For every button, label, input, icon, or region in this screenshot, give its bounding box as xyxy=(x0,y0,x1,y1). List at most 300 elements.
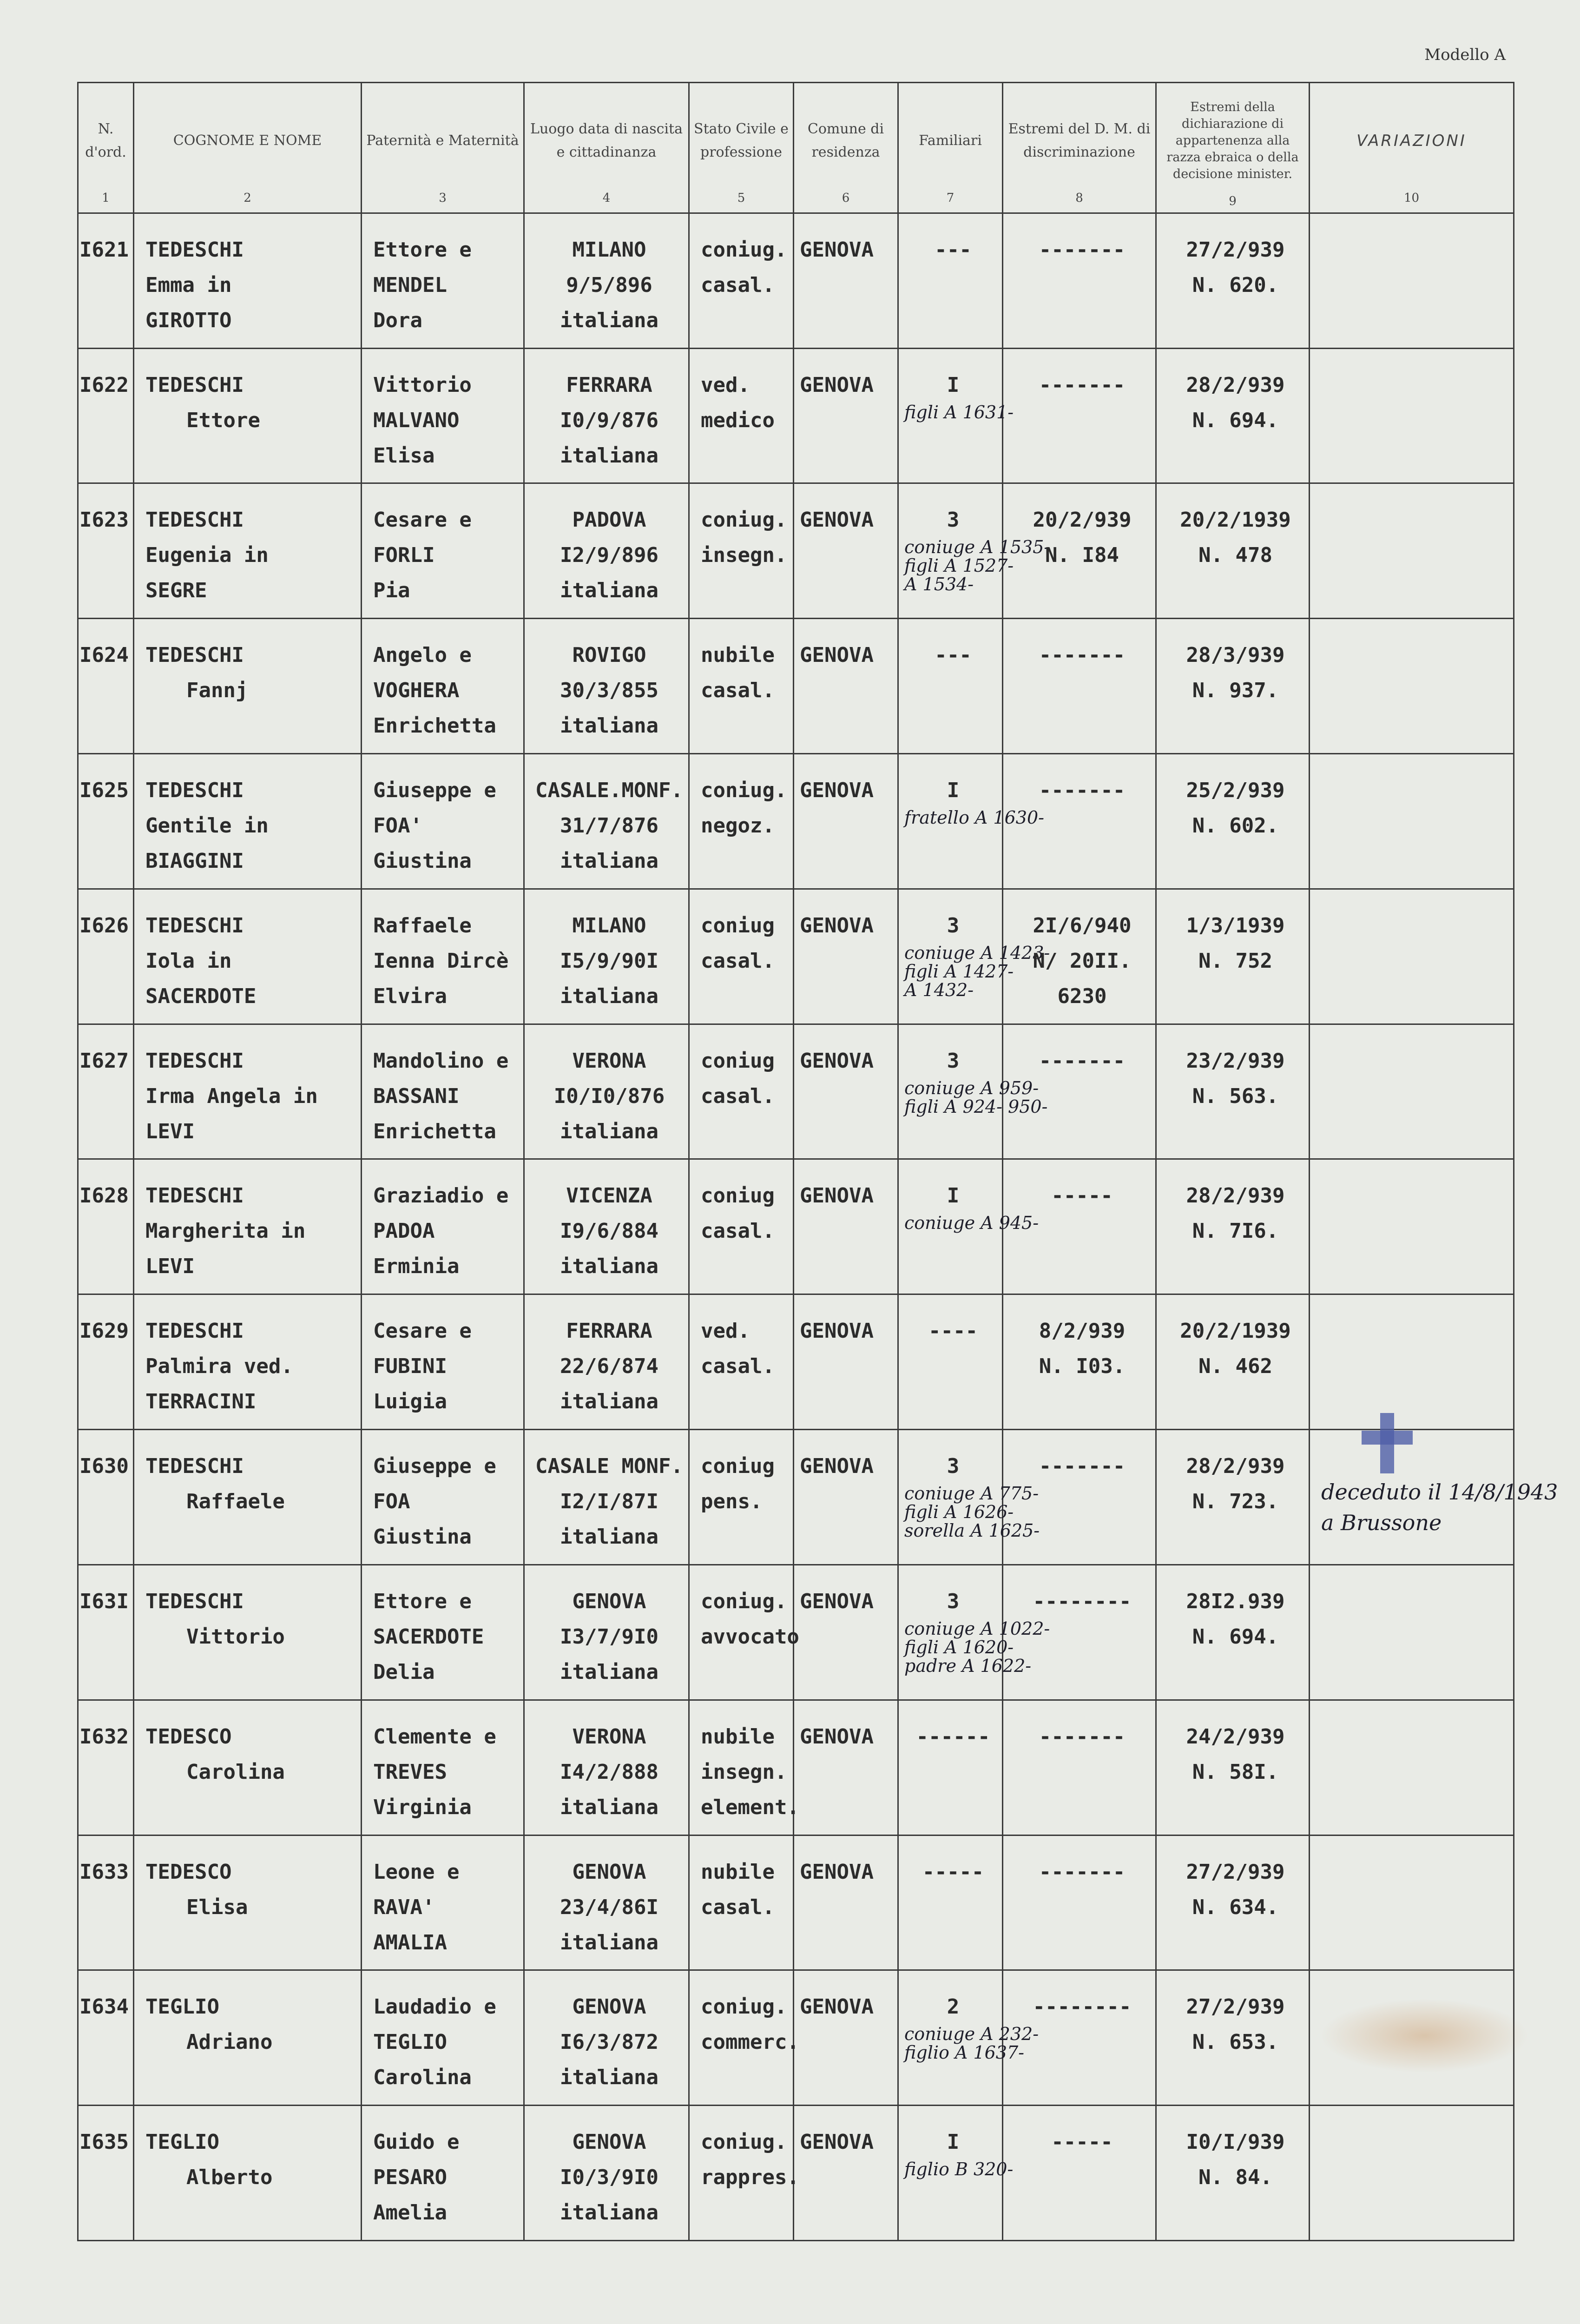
name-cell xyxy=(134,889,362,1024)
parents-cell xyxy=(362,1835,524,1970)
residence: GENOVA xyxy=(800,508,874,532)
name-line: LEVI xyxy=(145,1254,195,1279)
discrimination-line: ------- xyxy=(1039,1049,1126,1073)
parents-line: Pia xyxy=(373,579,410,603)
residence: GENOVA xyxy=(800,1724,874,1749)
order-number-cell xyxy=(78,1565,134,1700)
table-row xyxy=(78,1700,1514,1835)
name-line: Margherita in xyxy=(145,1219,306,1243)
birth-cell xyxy=(524,889,689,1024)
birth-cell xyxy=(524,1835,689,1970)
declaration-cell xyxy=(1156,1565,1310,1700)
name-cell xyxy=(134,1430,362,1565)
civil-status-line: insegn. xyxy=(701,1760,787,1784)
parents-line: Amelia xyxy=(373,2201,447,2225)
order-number-cell xyxy=(78,1294,134,1430)
declaration-cell xyxy=(1156,1430,1310,1565)
order-number-cell xyxy=(78,1700,134,1835)
name-line: Elisa xyxy=(186,1895,248,1919)
birth-cell xyxy=(524,619,689,754)
residence-cell xyxy=(794,1430,898,1565)
birth-line: VICENZA xyxy=(566,1184,652,1208)
residence-cell xyxy=(794,619,898,754)
order-number-cell xyxy=(78,754,134,889)
parents-cell xyxy=(362,483,524,619)
discrimination-line: N. I03. xyxy=(1039,1354,1126,1379)
parents-line: Luigia xyxy=(373,1390,447,1414)
parents-line: Vittorio xyxy=(373,373,472,397)
family-count: I xyxy=(947,779,960,803)
table-row xyxy=(78,1159,1514,1294)
name-line: LEVI xyxy=(145,1119,195,1143)
civil-status-line: rappres. xyxy=(701,2166,799,2190)
table-row xyxy=(78,1565,1514,1700)
order-number: I632 xyxy=(79,1724,129,1749)
residence: GENOVA xyxy=(800,2130,874,2154)
birth-line: italiana xyxy=(560,1660,658,1684)
name-line: TEDESCHI xyxy=(145,1049,244,1073)
parents-line: Ettore e xyxy=(373,1589,472,1613)
parents-line: Delia xyxy=(373,1660,435,1684)
discrimination-line: ------- xyxy=(1039,1724,1126,1749)
order-number: I622 xyxy=(79,373,129,397)
table-row xyxy=(78,213,1514,348)
residence-cell xyxy=(794,2106,898,2241)
civil-status-line: coniug. xyxy=(701,508,787,532)
parents-line: Giustina xyxy=(373,1525,472,1549)
declaration-line: N. 563. xyxy=(1192,1084,1279,1108)
declaration-line: 27/2/939 xyxy=(1186,1995,1285,2019)
civil-status-line: coniug. xyxy=(701,1995,787,2019)
civil-status-cell xyxy=(689,1159,794,1294)
birth-line: italiana xyxy=(560,579,658,603)
parents-line: Ienna Dircè xyxy=(373,949,509,973)
name-line: Gentile in xyxy=(145,814,269,838)
parents-line: RAVA' xyxy=(373,1895,435,1919)
residence: GENOVA xyxy=(800,1860,874,1884)
birth-cell xyxy=(524,1970,689,2106)
name-cell xyxy=(134,1294,362,1430)
civil-status-cell xyxy=(689,483,794,619)
parents-line: Enrichetta xyxy=(373,1119,496,1143)
civil-status-line: medico xyxy=(701,408,775,432)
parents-cell xyxy=(362,1970,524,2106)
name-line: TEDESCHI xyxy=(145,643,244,667)
residence: GENOVA xyxy=(800,913,874,938)
family-note: coniuge A 1423- xyxy=(904,942,1050,963)
order-number: I635 xyxy=(79,2130,129,2154)
paper-stain xyxy=(1320,1999,1529,2073)
parents-cell xyxy=(362,619,524,754)
birth-line: VERONA xyxy=(572,1049,646,1073)
name-cell xyxy=(134,213,362,348)
order-number: I623 xyxy=(79,508,129,532)
declaration-line: 27/2/939 xyxy=(1186,1860,1285,1884)
family-note: figli A 1620- xyxy=(904,1637,1014,1657)
birth-line: I0/3/9I0 xyxy=(560,2166,658,2190)
parents-line: Elisa xyxy=(373,443,435,468)
residence-cell xyxy=(794,1159,898,1294)
civil-status-line: nubile xyxy=(701,1724,775,1749)
discrimination-line: ----- xyxy=(1051,2130,1113,2154)
discrimination-line: ------- xyxy=(1039,1454,1126,1479)
name-line: TEDESCHI xyxy=(145,238,244,262)
birth-line: 23/4/86I xyxy=(560,1895,658,1919)
name-line: GIROTTO xyxy=(145,308,232,332)
family-note: A 1432- xyxy=(904,979,974,1000)
order-number-cell xyxy=(78,889,134,1024)
declaration-line: N. 937. xyxy=(1192,679,1279,703)
discrimination-line: N/ 20II. xyxy=(1033,949,1132,973)
residence-cell xyxy=(794,1970,898,2106)
discrimination-line: ------- xyxy=(1039,1860,1126,1884)
birth-line: I5/9/90I xyxy=(560,949,658,973)
family-note: padre A 1622- xyxy=(904,1655,1032,1676)
civil-status-line: ved. xyxy=(701,1319,750,1343)
civil-status-line: coniug xyxy=(701,1049,775,1073)
parents-line: TREVES xyxy=(373,1760,447,1784)
variations-cell xyxy=(1310,1159,1514,1294)
declaration-line: 20/2/1939 xyxy=(1180,1319,1291,1343)
birth-line: I2/9/896 xyxy=(560,543,658,568)
family-cell xyxy=(898,1565,1050,1700)
residence-cell xyxy=(794,1700,898,1835)
birth-line: italiana xyxy=(560,849,658,873)
discrimination-line: ------- xyxy=(1039,779,1126,803)
civil-status-line: coniug. xyxy=(701,1589,787,1613)
civil-status-line: negoz. xyxy=(701,814,775,838)
name-cell xyxy=(134,2106,362,2241)
parents-cell xyxy=(362,213,524,348)
civil-status-line: coniug. xyxy=(701,238,787,262)
family-note: coniuge A 232- xyxy=(904,2024,1039,2045)
parents-line: Enrichetta xyxy=(373,714,496,738)
variations-cell xyxy=(1310,2106,1514,2241)
name-line: TEDESCHI xyxy=(145,1589,244,1613)
birth-cell xyxy=(524,2106,689,2241)
residence-cell xyxy=(794,1565,898,1700)
civil-status-line: insegn. xyxy=(701,543,787,568)
table-row xyxy=(78,1294,1514,1430)
family-note: figlio A 1637- xyxy=(904,2042,1025,2063)
declaration-line: N. 752 xyxy=(1198,949,1272,973)
family-cell xyxy=(898,483,1050,619)
discrimination-line: 20/2/939 xyxy=(1033,508,1132,532)
civil-status-line: casal. xyxy=(701,273,775,297)
header-cell: N. d'ord. 1 xyxy=(78,83,134,213)
family-cell xyxy=(898,1835,1003,1970)
variations-cell xyxy=(1310,483,1514,619)
family-count: I xyxy=(947,1184,960,1208)
discrimination-cell xyxy=(1003,348,1156,483)
birth-line: I3/7/9I0 xyxy=(560,1624,658,1649)
declaration-cell xyxy=(1156,483,1310,619)
family-note: fratello A 1630- xyxy=(904,807,1044,828)
cross-mark-icon xyxy=(1362,1413,1413,1473)
civil-status-line: element. xyxy=(701,1795,799,1819)
order-number-cell xyxy=(78,1430,134,1565)
family-cell xyxy=(898,348,1014,483)
order-number: I63I xyxy=(79,1589,129,1613)
declaration-line: 28/2/939 xyxy=(1186,1454,1285,1479)
family-note: figli A 1631- xyxy=(904,402,1014,423)
birth-cell xyxy=(524,1159,689,1294)
residence: GENOVA xyxy=(800,1995,874,2019)
variations-cell xyxy=(1310,1294,1514,1430)
name-line: TEDESCHI xyxy=(145,1454,244,1479)
civil-status-cell xyxy=(689,1970,799,2106)
family-count: 3 xyxy=(947,508,960,532)
declaration-line: N. 84. xyxy=(1198,2166,1272,2190)
discrimination-cell xyxy=(1003,1294,1156,1430)
order-number-cell xyxy=(78,619,134,754)
civil-status-line: coniug xyxy=(701,913,775,938)
parents-line: Cesare e xyxy=(373,508,472,532)
birth-line: I0/9/876 xyxy=(560,408,658,432)
civil-status-line: coniug xyxy=(701,1184,775,1208)
declaration-line: 28/2/939 xyxy=(1186,373,1285,397)
family-count: 3 xyxy=(947,1454,960,1479)
declaration-cell xyxy=(1156,1294,1310,1430)
birth-cell xyxy=(524,1700,689,1835)
order-number-cell xyxy=(78,348,134,483)
civil-status-line: casal. xyxy=(701,949,775,973)
residence-cell xyxy=(794,1294,898,1430)
order-number: I626 xyxy=(79,913,129,938)
parents-line: BASSANI xyxy=(373,1084,460,1108)
discrimination-line: -------- xyxy=(1033,1589,1132,1613)
name-line: Irma Angela in xyxy=(145,1084,318,1108)
discrimination-cell xyxy=(1003,619,1156,754)
parents-line: SACERDOTE xyxy=(373,1624,484,1649)
family-count: ----- xyxy=(922,1860,984,1884)
civil-status-line: coniug xyxy=(701,1454,775,1479)
birth-line: italiana xyxy=(560,1795,658,1819)
variations-cell xyxy=(1310,754,1514,889)
residence-cell xyxy=(794,754,898,889)
discrimination-line: 8/2/939 xyxy=(1039,1319,1126,1343)
name-cell xyxy=(134,1024,362,1159)
birth-cell xyxy=(524,1430,689,1565)
name-line: Vittorio xyxy=(186,1624,285,1649)
birth-line: italiana xyxy=(560,714,658,738)
name-line: TEDESCHI xyxy=(145,1319,244,1343)
family-note: figli A 1427- xyxy=(904,961,1014,982)
declaration-line: 27/2/939 xyxy=(1186,238,1285,262)
declaration-line: N. 7I6. xyxy=(1192,1219,1279,1243)
parents-line: Clemente e xyxy=(373,1724,496,1749)
birth-line: 31/7/876 xyxy=(560,814,658,838)
name-line: TEDESCHI xyxy=(145,913,244,938)
declaration-line: N. 653. xyxy=(1192,2030,1279,2054)
parents-line: Angelo e xyxy=(373,643,472,667)
family-count: 3 xyxy=(947,1589,960,1613)
civil-status-line: coniug. xyxy=(701,779,787,803)
table-row xyxy=(78,889,1514,1024)
civil-status-cell xyxy=(689,889,794,1024)
name-cell xyxy=(134,1565,362,1700)
name-cell xyxy=(134,619,362,754)
parents-line: Guido e xyxy=(373,2130,460,2154)
birth-line: italiana xyxy=(560,2201,658,2225)
name-cell xyxy=(134,754,362,889)
civil-status-line: ved. xyxy=(701,373,750,397)
order-number: I624 xyxy=(79,643,129,667)
declaration-line: N. 694. xyxy=(1192,1624,1279,1649)
discrimination-cell xyxy=(1003,1835,1156,1970)
name-line: TEDESCHI xyxy=(145,779,244,803)
birth-line: ROVIGO xyxy=(572,643,646,667)
table-row xyxy=(78,1430,1514,1565)
birth-line: italiana xyxy=(560,443,658,468)
declaration-cell xyxy=(1156,1970,1310,2106)
family-cell xyxy=(898,889,1050,1024)
birth-line: VERONA xyxy=(572,1724,646,1749)
variations-cell xyxy=(1310,1024,1514,1159)
discrimination-cell xyxy=(1003,213,1156,348)
birth-line: italiana xyxy=(560,984,658,1008)
declaration-cell xyxy=(1156,2106,1310,2241)
order-number-cell xyxy=(78,1970,134,2106)
family-count: 3 xyxy=(947,913,960,938)
family-count: 3 xyxy=(947,1049,960,1073)
declaration-line: 20/2/1939 xyxy=(1180,508,1291,532)
name-line: Raffaele xyxy=(186,1490,285,1514)
table-row xyxy=(78,619,1514,754)
birth-line: MILANO xyxy=(572,913,646,938)
family-note: figli A 1527- xyxy=(904,555,1014,576)
declaration-line: 25/2/939 xyxy=(1186,779,1285,803)
declaration-line: N. 634. xyxy=(1192,1895,1279,1919)
civil-status-line: casal. xyxy=(701,1084,775,1108)
variations-cell xyxy=(1310,213,1514,348)
birth-line: I0/I0/876 xyxy=(553,1084,665,1108)
declaration-line: 1/3/1939 xyxy=(1186,913,1285,938)
parents-line: Elvira xyxy=(373,984,447,1008)
name-cell xyxy=(134,1970,362,2106)
name-cell xyxy=(134,1835,362,1970)
residence-cell xyxy=(794,483,898,619)
civil-status-cell xyxy=(689,619,794,754)
header-cell: Luogo data di nascita e cittadinanza 4 xyxy=(524,83,689,213)
order-number: I627 xyxy=(79,1049,129,1073)
civil-status-cell xyxy=(689,1565,799,1700)
family-cell xyxy=(898,754,1044,889)
variations-cell xyxy=(1310,1700,1514,1835)
residence: GENOVA xyxy=(800,779,874,803)
variations-cell xyxy=(1310,1835,1514,1970)
parents-cell xyxy=(362,2106,524,2241)
residence-cell xyxy=(794,889,898,1024)
parents-cell xyxy=(362,1565,524,1700)
order-number: I621 xyxy=(79,238,129,262)
parents-line: Giuseppe e xyxy=(373,779,496,803)
table-row xyxy=(78,1970,1514,2106)
birth-line: CASALE MONF. xyxy=(535,1454,683,1479)
declaration-line: N. 462 xyxy=(1198,1354,1272,1379)
family-note: coniuge A 1535- xyxy=(904,537,1050,558)
parents-line: Erminia xyxy=(373,1254,460,1279)
parents-line: FORLI xyxy=(373,543,435,568)
birth-cell xyxy=(524,754,689,889)
discrimination-line: 2I/6/940 xyxy=(1033,913,1132,938)
parents-line: FOA xyxy=(373,1490,410,1514)
family-cell xyxy=(898,1430,1040,1565)
discrimination-line: ------- xyxy=(1039,238,1126,262)
variations-cell xyxy=(1310,348,1514,483)
family-count: --- xyxy=(935,643,972,667)
name-line: SACERDOTE xyxy=(145,984,257,1008)
civil-status-line: pens. xyxy=(701,1490,763,1514)
name-line: TEGLIO xyxy=(145,1995,219,2019)
parents-line: Giustina xyxy=(373,849,472,873)
parents-cell xyxy=(362,348,524,483)
birth-line: italiana xyxy=(560,1254,658,1279)
birth-line: italiana xyxy=(560,1525,658,1549)
birth-line: GENOVA xyxy=(572,1995,646,2019)
civil-status-cell xyxy=(689,213,794,348)
name-cell xyxy=(134,483,362,619)
declaration-cell xyxy=(1156,1835,1310,1970)
birth-cell xyxy=(524,1294,689,1430)
family-cell xyxy=(898,2106,1014,2241)
name-cell xyxy=(134,1159,362,1294)
civil-status-cell xyxy=(689,1700,799,1835)
residence-cell xyxy=(794,1835,898,1970)
declaration-line: I0/I/939 xyxy=(1186,2130,1285,2154)
parents-line: FUBINI xyxy=(373,1354,447,1379)
name-cell xyxy=(134,1700,362,1835)
parents-line: Ettore e xyxy=(373,238,472,262)
order-number-cell xyxy=(78,213,134,348)
family-count: ------ xyxy=(916,1724,990,1749)
family-count: ---- xyxy=(928,1319,978,1343)
register-table xyxy=(77,82,1558,2241)
name-line: SEGRE xyxy=(145,579,207,603)
name-line: Palmira ved. xyxy=(145,1354,293,1379)
declaration-line: N. 602. xyxy=(1192,814,1279,838)
discrimination-line: 6230 xyxy=(1057,984,1107,1008)
name-line: TEDESCHI xyxy=(145,1184,244,1208)
family-note: figli A 924- 950- xyxy=(904,1096,1048,1117)
name-line: TEDESCO xyxy=(145,1860,232,1884)
residence-cell xyxy=(794,348,898,483)
birth-line: 30/3/855 xyxy=(560,679,658,703)
table-row xyxy=(78,754,1514,889)
birth-line: italiana xyxy=(560,2066,658,2090)
civil-status-line: nubile xyxy=(701,643,775,667)
declaration-line: N. 58I. xyxy=(1192,1760,1279,1784)
parents-cell xyxy=(362,1430,524,1565)
civil-status-line: commerc. xyxy=(701,2030,799,2054)
name-line: TEDESCHI xyxy=(145,508,244,532)
order-number: I629 xyxy=(79,1319,129,1343)
variations-cell xyxy=(1310,1565,1514,1700)
order-number-cell xyxy=(78,1159,134,1294)
birth-line: GENOVA xyxy=(572,1860,646,1884)
civil-status-cell xyxy=(689,754,794,889)
civil-status-line: nubile xyxy=(701,1860,775,1884)
table-row xyxy=(78,1024,1514,1159)
declaration-line: 28I2.939 xyxy=(1186,1589,1285,1613)
header-cell: Estremi del D. M. di discriminazione 8 xyxy=(1003,83,1156,213)
birth-cell xyxy=(524,483,689,619)
declaration-cell xyxy=(1156,1024,1310,1159)
parents-line: Mandolino e xyxy=(373,1049,509,1073)
civil-status-cell xyxy=(689,1294,794,1430)
form-model-label: Modello A xyxy=(1424,46,1506,64)
birth-line: italiana xyxy=(560,1390,658,1414)
